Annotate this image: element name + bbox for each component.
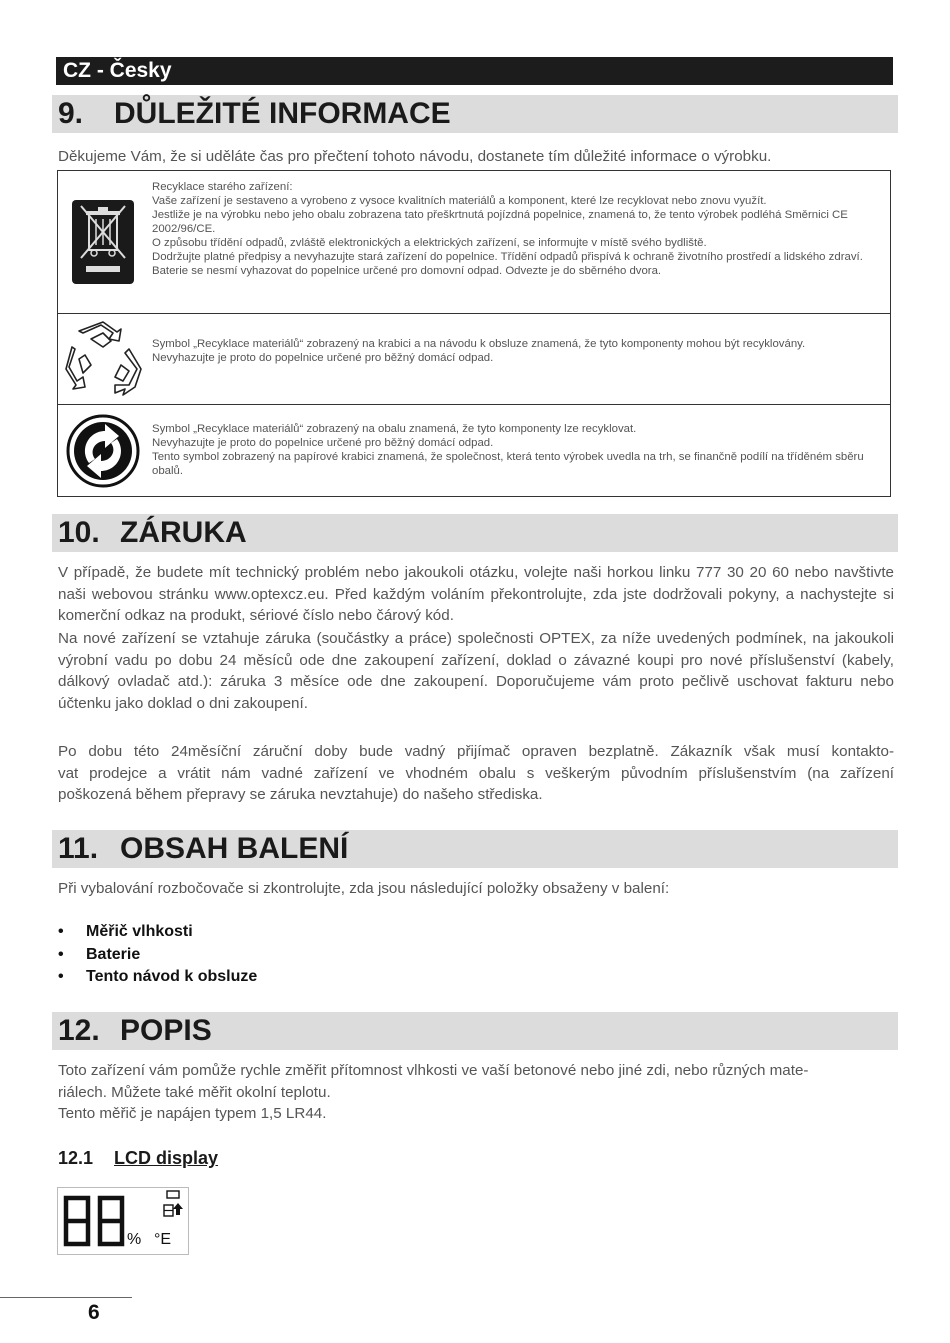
subsection-number: 12.1 [58,1148,94,1168]
footer-rule [0,1297,132,1298]
warranty-paragraph-1: V případě, že budete mít technický problém nebo jakoukoli otázku, volejte naši horkou linku 777 30 20 60 nebo navštivte naši webovou stránku www.optexcz.eu. Před každým voláním překontrolujte, zda jste dodržovali pokyny, a nachystejte si komerční odkaz na produkt, sériové číslo nebo čárový kód. [58,564,894,624]
crossed-out-bin-icon [58,171,148,313]
language-header: CZ - Česky [56,57,893,85]
section-9-number: 9. [58,97,84,130]
section-11-number: 11. [58,832,99,865]
green-dot-line: Symbol „Recyklace materiálů“ zobrazený na obalu znamená, že tyto komponenty lze recyklovat. [152,423,637,435]
up-arrow-icon [173,1203,183,1215]
description-text [58,1060,894,1125]
page-number: 6 [88,1301,100,1324]
warranty-p3-line: poškozená během přepravy se záruka nevztahuje) do našeho střediska. [58,786,543,803]
disposal-row-recycle [58,313,890,404]
lcd-display-illustration [57,1187,189,1255]
warranty-p3-line: vat prodejce a vrátit nám vadné zařízení ve vhodném obalu s veškerým původním příslušenstvím (na zařízení [58,764,894,782]
package-intro: Při vybalování rozbočovače si zkontrolujte, zda jsou následující položky obsaženy v balení: [58,880,670,897]
disposal-text-green-dot [152,422,882,478]
section-12-title: POPIS [120,1014,212,1047]
disposal-text-weee [152,180,882,278]
description-line: Toto zařízení vám pomůže rychle změřit přítomnost vlhkosti ve vaší betonové nebo jiné zdi, nebo různých mate- [58,1062,809,1079]
list-item: • Tento návod k obsluze [58,968,258,985]
subsection-12-1-heading [58,1148,218,1169]
description-line: riálech. Můžete také měřit okolní teplotu. [58,1083,331,1101]
section-10-number: 10. [58,516,100,549]
section-11-title: OBSAH BALENÍ [120,832,349,865]
section-9-heading [52,95,898,133]
disposal-text-recycle [152,337,882,365]
recycle-line: Symbol „Recyklace materiálů“ zobrazený na krabici a na návodu k obsluze znamená, že tyto komponenty mohou být recyklovány. [152,338,806,350]
disposal-row-green-dot [58,404,890,496]
warranty-p3-line: Po dobu této 24měsíční záruční doby bude vadný přijímač opraven bezplatně. Zákazník však musí kontakto- [58,743,894,760]
section-9-intro: Děkujeme Vám, že si uděláte čas pro přečtení tohoto návodu, dostanete tím důležité informace o výrobku. [58,148,772,165]
warranty-paragraph-2: Na nové zařízení se vztahuje záruka (součástky a práce) společnosti OPTEX, za níže uvedených podmínek, na jakoukoli výrobní vadu po dobu 24 měsíců ode dne zakoupení zařízení, doklad o závazné koupi pro nové příslušenství (kabely, dálkový ovladač atd.): záruka 3 měsíce ode dne zakoupení. Doporučujeme vám proto pečlivě uschovat fakturu nebo účtenku jako doklad o dni zakoupení. [58,630,894,712]
section-9-title: DŮLEŽITÉ INFORMACE [114,97,451,130]
disposal-row-weee [58,171,890,313]
list-item: • Měřič vlhkosti [58,923,193,940]
subsection-title: LCD display [114,1148,219,1168]
section-12-heading [52,1012,898,1050]
recycle-line: Nevyhazujte je proto do popelnice určené pro běžný domácí odpad. [152,352,494,364]
section-10-title: ZÁRUKA [120,516,247,549]
recycle-arrows-icon [58,314,148,404]
weee-line: Recyklace starého zařízení: [152,181,293,193]
green-dot-icon [58,405,148,496]
list-item: • Baterie [58,945,141,963]
green-dot-line: Nevyhazujte je proto do popelnice určené pro běžný domácí odpad. [152,437,494,449]
weee-line: Vaše zařízení je sestaveno a vyrobeno z vysoce kvalitních materiálů a komponent, které lze recyklovat nebo znovu využít. [152,195,767,207]
weee-line: Dodržujte platné předpisy a nevyhazujte stará zařízení do popelnice. Třídění odpadů přispívá k ochraně životního prostředí a lidského zdraví. [152,251,863,263]
warranty-paragraph-3 [58,741,894,806]
lcd-percent-label: % [127,1231,142,1248]
section-10-heading [52,514,898,552]
battery-icon [167,1191,179,1198]
green-dot-line: Tento symbol zobrazený na papírové krabici znamená, že společnost, která tento výrobek uvedla na trh, se finančně podílí na tříděném sběru obalů. [152,451,864,477]
disposal-info-table [57,170,891,497]
weee-line: Jestliže je na výrobku nebo jeho obalu zobrazena tato přeškrtnutá pojízdná popelnice, znamená to, že tento výrobek podléhá Směrnici CE 2002/96/CE. [152,209,848,235]
weee-line: Baterie se nesmí vyhazovat do popelnice určené pro domovní odpad. Odvezte je do sběrného dvora. [152,265,662,277]
section-12-number: 12. [58,1014,100,1047]
section-11-heading [52,830,898,868]
lcd-unit-label: °E [154,1231,172,1248]
weee-line: O způsobu třídění odpadů, zvláště elektronických a elektrických zařízení, se informujte v místě svého bydliště. [152,237,707,249]
description-line: Tento měřič je napájen typem 1,5 LR44. [58,1105,327,1122]
package-contents-list [58,921,257,989]
